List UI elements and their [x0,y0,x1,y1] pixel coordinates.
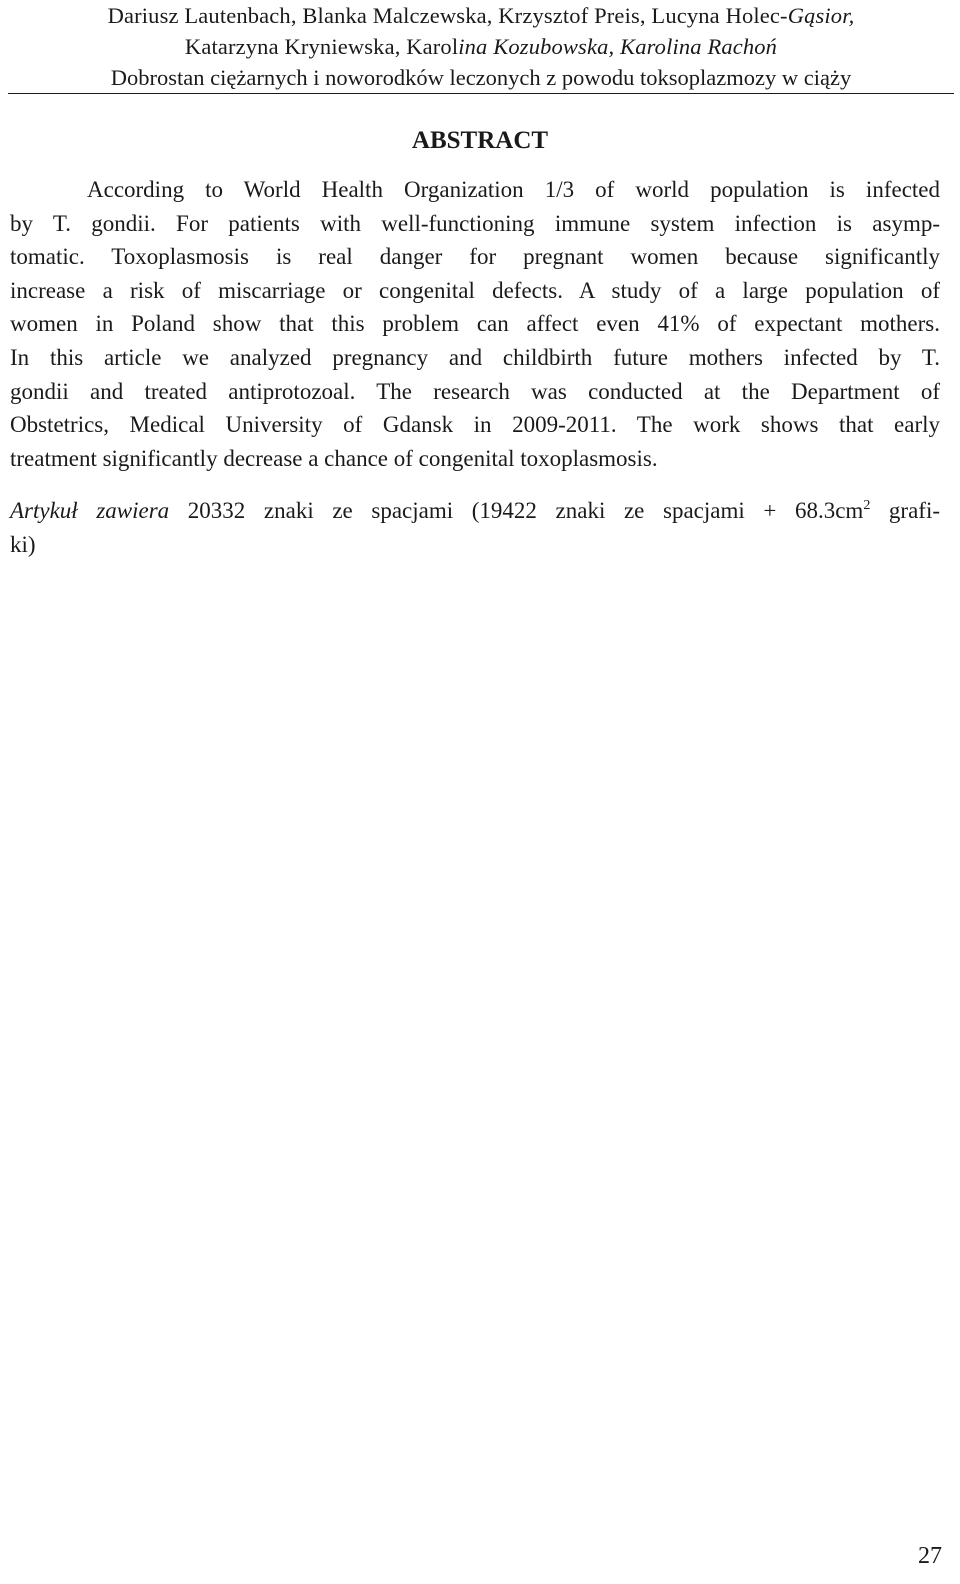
note-line-1 [10,494,940,528]
abstract-line: women in Poland show that this problem can affect even 41% of expectant mothers. [10,311,940,337]
abstract-line: Obstetrics, Medical University of Gdansk in 2009-2011. The work shows that early [10,412,940,438]
abstract-line: tomatic. Toxoplasmosis is real danger for pregnant women because significantly [10,244,940,270]
running-header [8,0,954,93]
running-title: Dobrostan ciężarnych i noworodków leczonych z powodu toksoplazmozy w ciąży [110,65,852,90]
authors-line-2-italic: ina Kozubowska, Karolina Rachoń [458,34,778,59]
abstract-line: gondii and treated antiprotozoal. The research was conducted at the Department of [10,378,940,404]
authors-line-1-plain: Dariusz Lautenbach, Blanka Malczewska, Krzysztof Preis, Lucyna Holec- [107,3,788,28]
abstract-line: According to World Health Organization 1/3 of world population is infected [87,177,940,202]
abstract-line: treatment significantly decrease a chance of congenital toxoplasmosis. [10,445,658,471]
note-tail: grafi- [870,498,941,523]
article-length-note [10,494,940,562]
note-text: 20332 znaki ze spacjami (19422 znaki ze spacjami + 68.3cm [169,498,864,523]
abstract-heading: ABSTRACT [411,127,549,154]
header-rule [8,93,954,94]
abstract-line: increase a risk of miscarriage or congenital defects. A study of a large population of [10,277,940,303]
authors-line-1-italic: Gąsior, [787,3,855,28]
authors-line-2-plain: Katarzyna Kryniewska, Karol [184,34,459,59]
abstract-line: In this article we analyzed pregnancy and childbirth future mothers infected by T. [10,344,940,370]
note-superscript: 2 [863,498,871,513]
page-number: 27 [918,1543,942,1569]
note-line-2: ki) [10,532,36,557]
abstract-body [10,173,940,475]
authors-line-1 [8,0,954,31]
note-italic: Artykuł zawiera [10,498,170,523]
authors-line-2 [8,31,954,62]
abstract-line: by T. gondii. For patients with well-functioning immune system infection is asymp- [10,210,940,236]
